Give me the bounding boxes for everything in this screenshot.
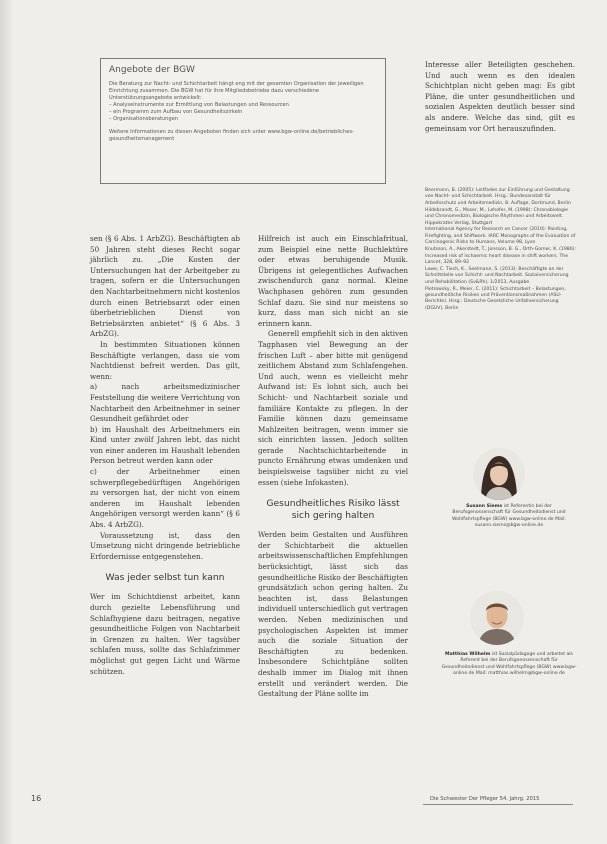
infobox-more-info: Weitere Informationen zu diesen Angeboten finden sich unter www.bgw-online.de/betriebliches-gesundheitsmanagement — [109, 129, 354, 142]
paragraph: Interesse aller Beteiligten geschehen. Und auch wenn es den idealen Schichtplan nicht geben mag: Es gibt Pläne, die unter gesundheitlichen und sozialen Aspekten deutlich besser sind als andere. Welche das sind, gilt es gemeinsam vor Ort herauszufinden. — [425, 60, 575, 133]
author-name: Susann Siems — [466, 504, 503, 509]
list-item: – Organisationsberatungen — [109, 116, 377, 123]
reference-item: Beermann, B. (2005): Leitfaden zur Einführung und Gestaltung von Nacht- und Schichtarbeit. Hrsg.: Bundesanstalt für Arbeitsschutz und Arbeitsmedizin, 8. Auflage, Dortmund, Berlin — [425, 188, 571, 206]
paragraph: Wer im Schichtdienst arbeitet, kann durch gezielte Lebensführung und Schlafhygiene dazu beitragen, negative gesundheitliche Folgen von Nachtarbeit in Grenzen zu halten. Wer tagsüber schlafen muss, sollte das Schlafzimmer möglichst gut gegen Licht und Wärme schützen. — [90, 592, 240, 676]
paragraph: Werden beim Gestalten und Ausführen der Schichtarbeit die aktuellen arbeitswissenschaftlichen Empfehlungen berücksichtigt, lässt sich das gesundheitliche Risiko der Beschäftigten grundsätzlich schon gering halten. Zu beachten ist, dass Belastungen individuell unterschiedlich gut vertragen werden. Neben medizinischen und psychologischen Aspekten ist immer auch die soziale Situation der Beschäftigten zu bedenken. Insbesondere Schichtpläne sollten deshalb immer im Dialog mit ihnen erstellt und verändert werden. Die Gestaltung der Pläne sollte im — [258, 530, 409, 699]
paragraph: Generell empfiehlt sich in den aktiven Tagphasen viel Bewegung an der frischen Luft – aber bitte mit genügend zeitlichem Abstand zum Schlafengehen. Und auch, wenn es vielleicht mehr Aufwand ist: Es lohnt sich, auch bei Schicht- und Nachtarbeit soziale und familiäre Kontakte zu pflegen. In der Familie können dazu gemeinsame Mahlzeiten beitragen, wenn immer sie sich einrichten lassen. Jedoch sollten gerade Nachtschichtarbeitende in puncto Ernährung etwas umdenken und beispielsweise tagsüber nicht zu viel essen (siehe Infokasten). — [258, 329, 408, 487]
list-item: – ein Programm zum Aufbau von Gesundheitszirkeln — [109, 109, 377, 116]
text-column-2 — [258, 234, 408, 700]
author-bio: ist Referentin bei der Berufsgenossenschaft für Gesundheitsdienst und Wohlfahrtspflege (BGW) www.bgw-online.de Mail: susann.siems@bgw-online.de — [452, 504, 566, 528]
page-number: 16 — [31, 794, 42, 803]
paragraph: Voraussetzung ist, dass den Umsetzung nicht dringende betriebliche Erfordernisse entgegenstehen. — [90, 530, 240, 561]
paragraph: c) der Arbeitnehmer einen schwerpflegebedürftigen Angehörigen zu versorgen hat, der nicht von einem anderen im Haushalt lebenden Angehörigen versorgt werden kann“ (§ 6 Abs. 4 ArbZG). — [90, 467, 240, 530]
paragraph: a) nach arbeitsmedizinischer Feststellung die weitere Verrichtung von Nachtarbeit den Arbeitnehmer in seiner Gesundheit gefährdet oder — [90, 382, 240, 424]
references-list — [425, 188, 577, 313]
infobox-list — [109, 102, 377, 123]
list-item: – Analyseinstrumente zur Ermittlung von Belastungen und Ressourcen — [109, 102, 377, 109]
reference-item: Hildebrandt, G., Moser, M., Lehofer, M. (1998): Chronobiologie und Chronomedizin, Biologische Rhythmen und Arbeitswelt. Hippokrates Verlag, Stuttgart — [425, 207, 568, 226]
text-column-3 — [425, 60, 575, 134]
reference-item: International Agency for Research on Cancer (2010): Painting, Firefighting, and Shiftwork. IARC Monographs of the Evaluation of Carcinogenic Risks to Humans, Volume 98, Lyon — [425, 227, 576, 246]
infobox — [100, 58, 386, 184]
journal-footer: Die Schwester Der Pfleger 54. Jahrg. 2015 — [430, 796, 540, 802]
reference-item: Lowe, C. Tiech, K., Seelmann, S. (2013): Beschäftigte an der Schnittstelle von Schicht- und Nachtarbeit. Sozialversicherung und Rehabilitation (Sv&Rh), 1/2013, Ausgabe — [425, 266, 569, 285]
section-heading: Gesundheitliches Risiko lässt sich gering halten — [266, 498, 400, 522]
paragraph: sen (§ 6 Abs. 1 ArbZG). Beschäftigten ab 50 Jahren steht dieses Recht sogar jährlich zu. „Die Kosten der Untersuchungen hat der Arbeitgeber zu tragen, sofern er die Untersuchungen den Nachtarbeitnehmern nicht kostenlos durch einen Betriebsarzt oder einen überbetrieblichen Dienst von Betriebsärzten anbietet“ (§ 6 Abs. 3 ArbZG). — [90, 234, 240, 339]
paragraph: In bestimmten Situationen können Beschäftigte verlangen, dass sie vom Nachtdienst befreit werden. Das gilt, wenn: — [90, 339, 240, 381]
author-caption-siems — [444, 504, 574, 529]
paragraph: Hilfreich ist auch ein Einschlafritual, zum Beispiel eine nette Buchlektüre oder etwas beruhigende Musik. Übrigens ist gelegentliches Aufwachen zwischendurch ganz normal. Kleine Wachphasen gehören zum gesunden Schlaf dazu. Sie sind nur meistens so kurz, dass man sich nicht an sie erinnern kann. — [258, 234, 408, 328]
author-caption-wilhelm — [440, 652, 578, 677]
text-column-1 — [90, 234, 240, 677]
infobox-title: Angebote der BGW — [109, 65, 195, 75]
section-heading: Was jeder selbst tun kann — [105, 572, 225, 584]
footer-divider — [423, 804, 573, 805]
paragraph: b) im Haushalt des Arbeitnehmers ein Kind unter zwölf Jahren lebt, das nicht von einer anderen im Haushalt lebenden Person betreut werden kann oder — [90, 424, 240, 466]
infobox-intro: Die Beratung zur Nacht- und Schichtarbeit hängt eng mit der gesamten Organisation der jeweiligen Einrichtung zusammen. Die BGW hat für ihre Mitgliedsbetriebe dazu verschiedene Unterstützungsangebote entwickelt: — [109, 81, 364, 101]
author-name: Matthias Wilhelm — [445, 652, 491, 657]
author-bio: ist Sozialpädagoge und arbeitet als Referent bei der Berufsgenossenschaft für Gesundheitsdienst und Wohlfahrtspflege (BGW) www.bgw-online.de Mail: matthias.wilhelm@bgw-online.de — [441, 652, 577, 676]
author-portrait-wilhelm — [470, 591, 524, 645]
author-portrait-siems — [473, 448, 525, 500]
page-binding-shadow — [0, 0, 14, 844]
reference-item: Knutsson, A., Akerstedt, T., Jonsson, B. G., Orth-Gomer, K. (1986): Increased risk of ischaemic heart disease in shift workers. The Lancet, 328, 89–92 — [425, 247, 576, 265]
reference-item: Pietrowsky, R., Meier, C. (2011): Schichtarbeit – Belastungen, gesundheitliche Risiken und Präventionsmaßnahmen (ASU-Berichte). Hrsg.: Deutsche Gesetzliche Unfallversicherung (DGUV), Berlin — [425, 286, 566, 311]
